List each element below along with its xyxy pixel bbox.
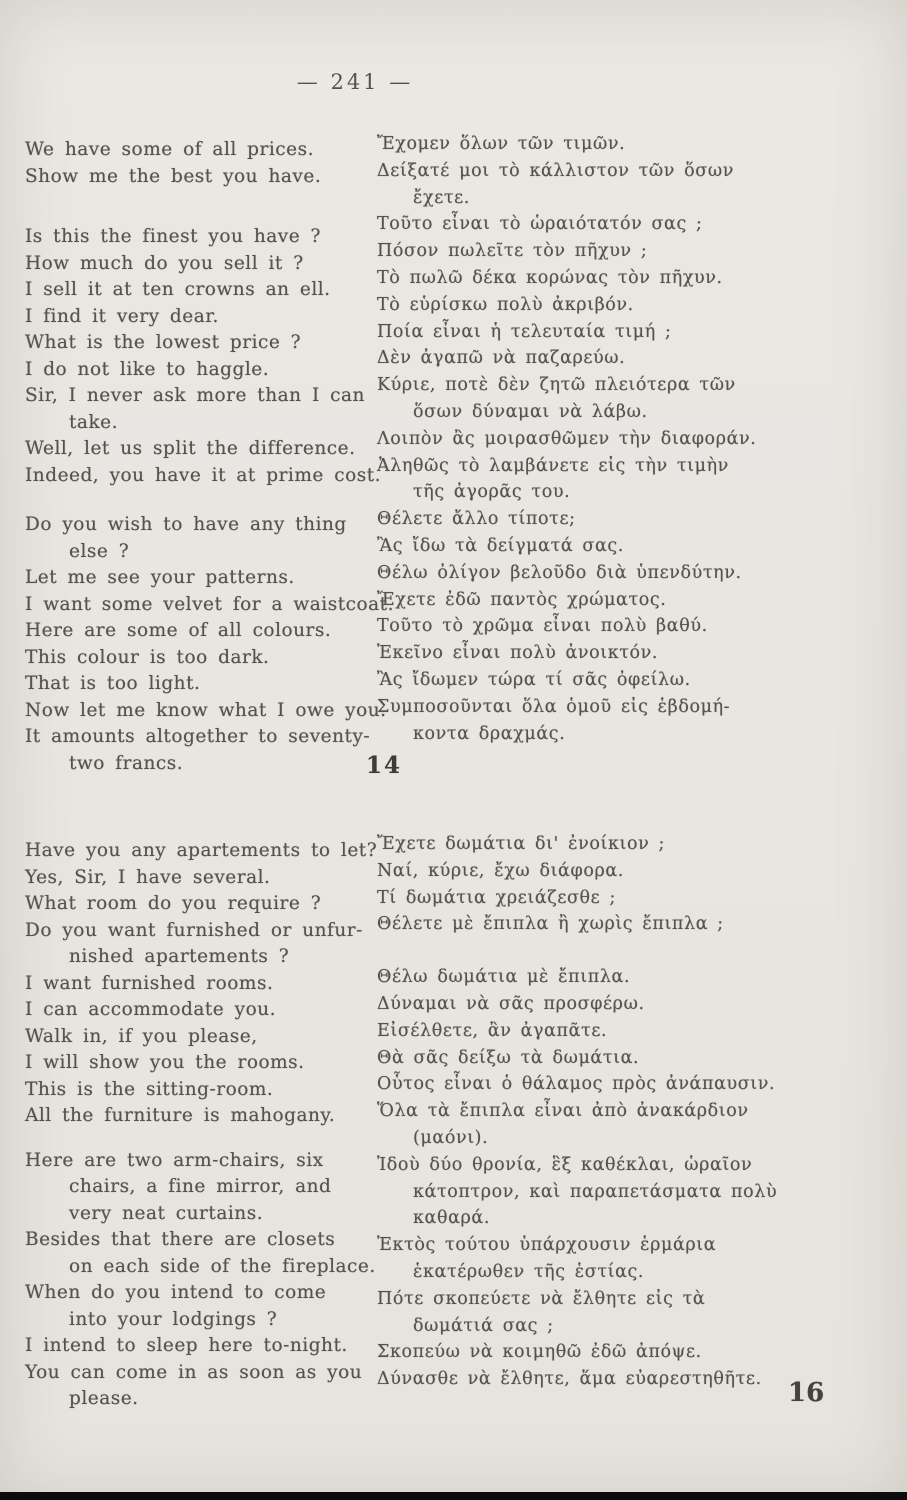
phrase-line: two francs. xyxy=(69,752,184,774)
english-column-lodging xyxy=(25,838,387,1413)
phrase-line: on each side of the fireplace. xyxy=(69,1255,376,1277)
phrase-line: Δύναμαι νὰ σᾶς προσφέρω. xyxy=(377,993,645,1014)
phrase-line: ἔχετε. xyxy=(413,187,470,208)
phrase-line: Ὅλα τὰ ἔπιπλα εἶναι ἀπὸ ἀνακάρδιον xyxy=(377,1101,749,1122)
phrase-line: Τί δωμάτια χρειάζεσθε ; xyxy=(377,887,617,908)
phrase-line: Now let me know what I owe you. xyxy=(25,699,387,721)
phrase-line: Is this the finest you have ? xyxy=(25,226,321,247)
phrase-line: κάτοπτρον, καὶ παραπετάσματα πολὺ xyxy=(413,1181,778,1202)
phrase-line: Show me the best you have. xyxy=(25,165,322,187)
phrase-line: Well, let us split the difference. xyxy=(25,438,356,459)
phrase-line: Θὰ σᾶς δείξω τὰ δωμάτια. xyxy=(377,1047,640,1068)
phrase-line: else ? xyxy=(69,540,130,562)
phrase-line: Ἂς ἴδω τὰ δείγματά σας. xyxy=(377,535,624,556)
phrase-line: ὅσων δύναμαι νὰ λάβω. xyxy=(413,401,648,422)
phrase-line: I do not like to haggle. xyxy=(25,358,270,380)
phrase-line: Ἀληθῶς τὸ λαμβάνετε εἰς τὴν τιμὴν xyxy=(377,455,729,476)
phrase-line: Here are some of all colours. xyxy=(25,620,332,641)
phrase-line: Συμποσοῦνται ὅλα ὁμοῦ εἰς ἑβδομή- xyxy=(377,696,731,717)
phrase-line: Ἐκτὸς τούτου ὑπάρχουσιν ἑρμάρια xyxy=(377,1235,717,1256)
phrase-line: This colour is too dark. xyxy=(25,646,270,668)
phrase-line: δωμάτιά σας ; xyxy=(413,1315,554,1336)
phrase-line: Ναί, κύριε, ἔχω διάφορα. xyxy=(377,860,624,881)
phrase-line: Indeed, you have it at prime cost. xyxy=(25,464,382,486)
phrase-line: Have you any apartements to let? xyxy=(25,840,378,861)
phrase-line: Θέλω ὀλίγον βελοῦδο διὰ ὑπενδύτην. xyxy=(377,562,742,583)
phrase-line: Ἔχετε ἐδῶ παντὸς χρώματος. xyxy=(377,589,667,610)
phrase-line: You can come in as soon as you xyxy=(25,1361,363,1383)
phrase-line: Ἐκεῖνο εἶναι πολὺ ἀνοικτόν. xyxy=(377,643,659,664)
phrase-line: please. xyxy=(69,1388,139,1409)
scan-edge-bar xyxy=(0,1492,907,1500)
phrase-line: Ἰδοὺ δύο θρονία, ἓξ καθέκλαι, ὡραῖον xyxy=(377,1154,753,1175)
phrase-line: Τὸ πωλῶ δέκα κορώνας τὸν πῆχυν. xyxy=(377,267,723,288)
phrase-line: Δὲν ἀγαπῶ νὰ παζαρεύω. xyxy=(377,348,626,369)
phrase-line: Let me see your patterns. xyxy=(25,567,295,588)
phrase-line: (μαόνι). xyxy=(413,1127,489,1148)
section-number-heading: 14 xyxy=(365,752,402,779)
phrase-line: take. xyxy=(69,411,119,433)
phrase-line: All the furniture is mahogany. xyxy=(25,1105,336,1126)
phrase-line: It amounts altogether to seventy- xyxy=(25,726,371,747)
phrase-line: Θέλετε μὲ ἔπιπλα ἢ χωρὶς ἔπιπλα ; xyxy=(377,914,724,935)
phrase-line: Θέλω δωμάτια μὲ ἔπιπλα. xyxy=(377,967,631,988)
phrase-line: Τοῦτο τὸ χρῶμα εἶναι πολὺ βαθύ. xyxy=(377,616,708,637)
phrase-line: Κύριε, ποτὲ δὲν ζητῶ πλειότερα τῶν xyxy=(377,375,736,396)
phrase-line: τῆς ἀγορᾶς του. xyxy=(413,482,571,503)
phrase-line: Θέλετε ἄλλο τίποτε; xyxy=(377,509,576,530)
phrase-line: Σκοπεύω νὰ κοιμηθῶ ἐδῶ ἀπόψε. xyxy=(377,1342,702,1363)
signature-number: 16 xyxy=(788,1378,825,1408)
phrase-line: ἑκατέρωθεν τῆς ἑστίας. xyxy=(413,1261,645,1282)
phrase-line: I want furnished rooms. xyxy=(25,972,274,994)
phrase-line: Εἰσέλθετε, ἂν ἀγαπᾶτε. xyxy=(377,1020,608,1041)
phrase-line: Λοιπὸν ἂς μοιρασθῶμεν τὴν διαφοράν. xyxy=(377,428,757,449)
phrase-line: Here are two arm-chairs, six xyxy=(25,1149,324,1171)
phrase-line: Do you want furnished or unfur- xyxy=(25,919,363,941)
phrase-line: Besides that there are closets xyxy=(25,1229,336,1250)
phrase-line: I want some velvet for a waistcoat. xyxy=(25,593,394,615)
phrase-line: I will show you the rooms. xyxy=(25,1052,305,1073)
phrase-line: What room do you require ? xyxy=(25,893,322,914)
phrase-line: κοντα δραχμάς. xyxy=(413,723,566,744)
phrase-line: Ἔχομεν ὅλων τῶν τιμῶν. xyxy=(377,134,626,154)
phrase-line: Ἔχετε δωμάτια δι' ἐνοίκιον ; xyxy=(377,834,665,854)
phrase-line: I find it very dear. xyxy=(25,305,219,327)
phrase-line: Δύνασθε νὰ ἔλθητε, ἅμα εὐαρεστηθῆτε. xyxy=(377,1369,762,1390)
phrase-line: nished apartements ? xyxy=(69,946,290,967)
phrase-line: That is too light. xyxy=(25,673,201,694)
phrase-line: Δείξατέ μοι τὸ κάλλιστον τῶν ὅσων xyxy=(377,160,734,181)
phrase-line: very neat curtains. xyxy=(69,1202,264,1224)
phrase-line: chairs, a fine mirror, and xyxy=(69,1176,332,1197)
phrase-line: Ποία εἶναι ἡ τελευταία τιμή ; xyxy=(377,321,672,342)
phrase-line: καθαρά. xyxy=(413,1208,490,1229)
phrase-line: Τὸ εὑρίσκω πολὺ ἀκριβόν. xyxy=(377,294,634,315)
phrase-line: This is the sitting-room. xyxy=(25,1078,274,1100)
phrase-line: I sell it at ten crowns an ell. xyxy=(25,279,331,300)
phrase-line: I intend to sleep here to-night. xyxy=(25,1335,348,1356)
phrase-line: Πόσον πωλεῖτε τὸν πῆχυν ; xyxy=(377,241,648,262)
phrase-line: Walk in, if you please, xyxy=(25,1025,258,1047)
phrase-line: I can accommodate you. xyxy=(25,999,277,1020)
phrase-line: What is the lowest price ? xyxy=(25,332,302,353)
phrase-line: Τοῦτο εἶναι τὸ ὡραιότατόν σας ; xyxy=(377,214,703,235)
phrase-line: into your lodgings ? xyxy=(69,1308,278,1330)
phrase-line: Οὗτος εἶναι ὁ θάλαμος πρὸς ἀνάπαυσιν. xyxy=(377,1074,776,1095)
page-number-header: — 241 — xyxy=(296,70,414,94)
greek-column-shopping xyxy=(377,131,855,747)
phrase-line: When do you intend to come xyxy=(25,1282,327,1303)
phrase-line: Sir, I never ask more than I can xyxy=(25,385,365,406)
phrase-line: Yes, Sir, I have several. xyxy=(25,866,271,888)
phrase-line: Do you wish to have any thing xyxy=(25,514,347,535)
greek-column-lodging xyxy=(377,831,863,1393)
phrase-line: We have some of all prices. xyxy=(25,139,314,160)
phrase-line: Πότε σκοπεύετε νὰ ἔλθητε εἰς τὰ xyxy=(377,1288,706,1309)
phrase-line: How much do you sell it ? xyxy=(25,252,304,274)
phrase-line: Ἂς ἴδωμεν τώρα τί σᾶς ὀφείλω. xyxy=(377,669,691,690)
